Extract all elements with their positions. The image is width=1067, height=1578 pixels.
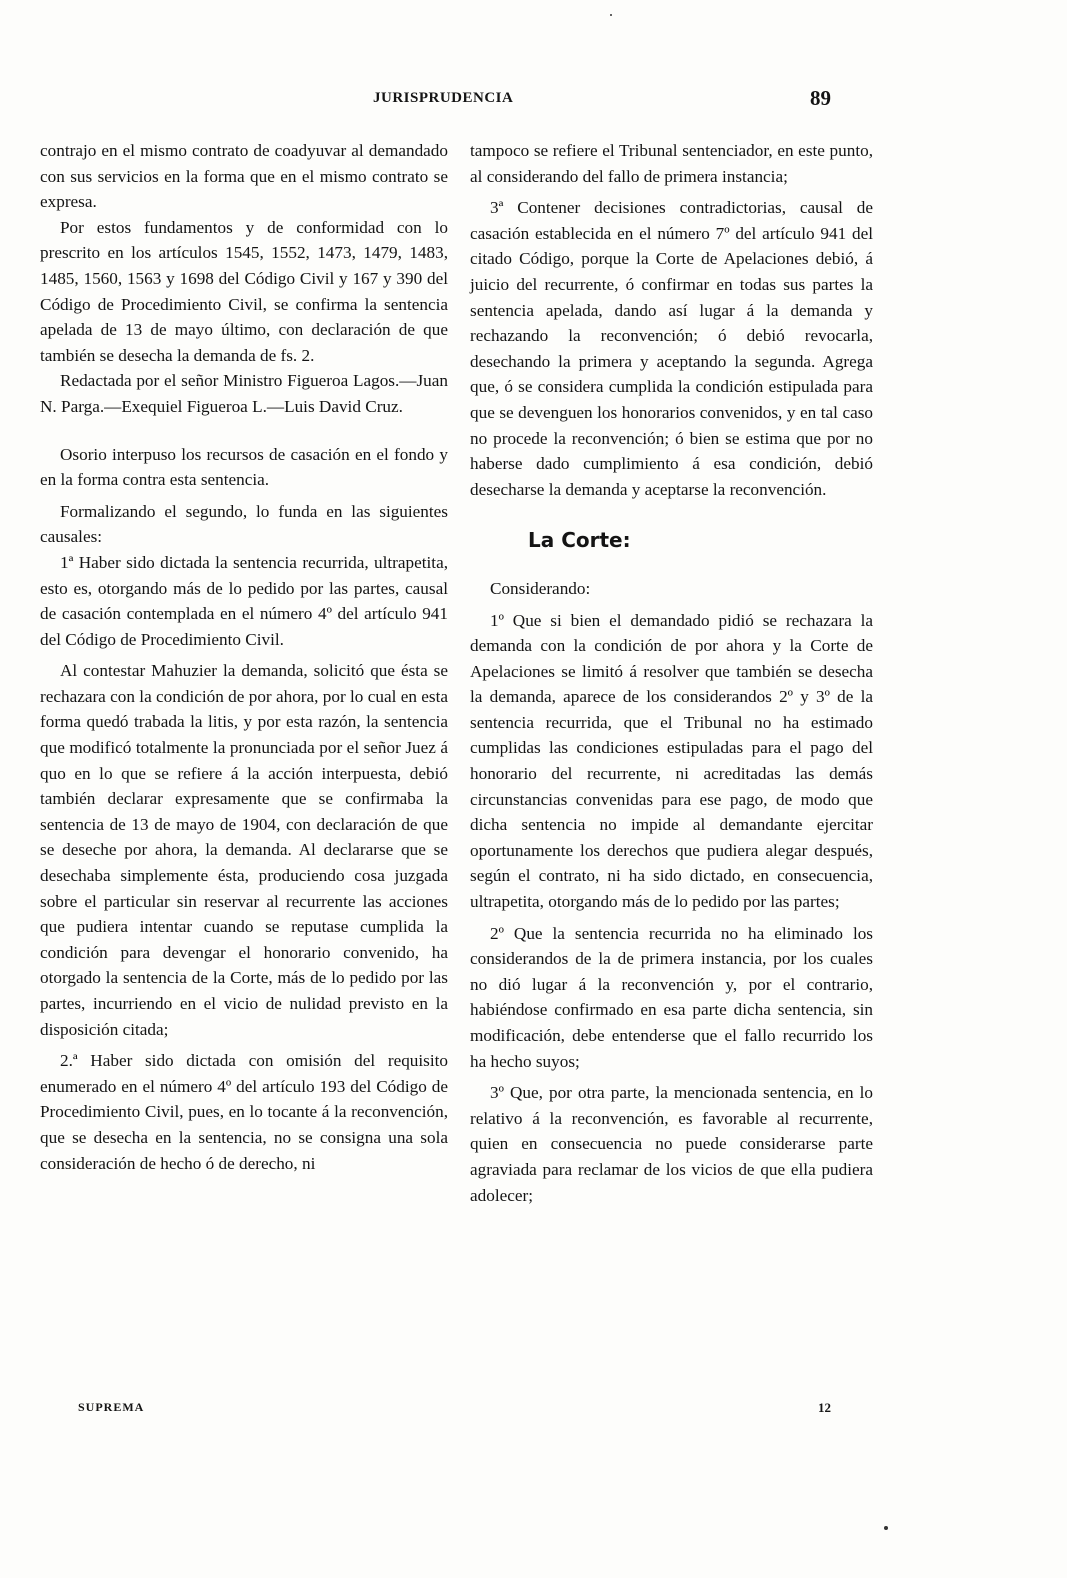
sheet-number: 12 bbox=[818, 1400, 831, 1415]
paragraph: 2º Que la sentencia recurrida no ha eliminado los considerandos de la de primera instancia, por los cuales no dió lugar á la reconvención y, por el contrario, habiéndose confirmado en esa parte dicha sentencia, sin modificación, debe entenderse que el fallo recurrido los ha hecho suyos; bbox=[470, 923, 873, 1071]
paragraph: Por estos fundamentos y de conformidad con lo prescrito en los artículos 1545, 1552, 1473, 1479, 1483, 1485, 1560, 1563 y 1698 del Código Civil y 167 y 390 del Código de Procedimiento Civil, se confirma la sentencia apelada de 13 de mayo último, con declaración de que también se desecha la demanda de fs. 2. bbox=[40, 217, 448, 365]
left-column bbox=[40, 138, 448, 1176]
considerando-label: Considerando: bbox=[490, 578, 591, 598]
page-number: 89 bbox=[810, 86, 831, 110]
paragraph: 3ª Contener decisiones contradictorias, causal de casación establecida en el número 7º del artículo 941 del citado Código, porque la Corte de Apelaciones debió, á juicio del recurrente, ó confirmar en todas sus partes la sentencia apelada, dando así lugar á la demanda y rechazando la reconvención; ó debió revocarla, desechando la primera y aceptando la segunda. Agrega que, ó se considera cumplida la condición estipulada para que se devenguen los honorarios convenidos, y en tal caso no procede la reconvención; ó bien se estima que por no haberse dado cumplimiento á esa condición, debió desecharse la demanda y aceptarse la reconvención. bbox=[470, 198, 873, 499]
paragraph: Osorio interpuso los recursos de casación en el fondo y en la forma contra esta sentencia. bbox=[40, 444, 448, 490]
paragraph: 2.ª Haber sido dictada con omisión del requisito enumerado en el número 4º del artículo 193 del Código de Procedimiento Civil, pues, en lo tocante á la reconvención, que se desecha en la sentencia, no se consigna una sola consideración de hecho ó de derecho, ni bbox=[40, 1051, 448, 1173]
paragraph: contrajo en el mismo contrato de coadyuvar al demandado con sus servicios en la forma que en el mismo contrato se expresa. bbox=[40, 141, 448, 212]
paragraph: tampoco se refiere el Tribunal sentenciador, en este punto, al considerando del fallo de primera instancia; bbox=[470, 141, 873, 186]
print-speck bbox=[610, 14, 612, 16]
signature-paragraph: Redactada por el señor Ministro Figueroa Lagos.—Juan N. Parga.—Exequiel Figueroa L.—Luis David Cruz. bbox=[40, 371, 448, 416]
paragraph: 1ª Haber sido dictada la sentencia recurrida, ultrapetita, esto es, otorgando más de lo pedido por las partes, causal de casación contemplada en el número 4º del artículo 941 del Código de Procedimiento Civil. bbox=[40, 552, 448, 649]
print-speck bbox=[884, 1526, 888, 1530]
running-header: JURISPRUDENCIA bbox=[373, 90, 514, 106]
paragraph: 1º Que si bien el demandado pidió se rechazara la demanda con la condición de por ahora y la Corte de Apelaciones se limitó á resolver que también se desecha la demanda, aparece de los considerandos 2º y 3º de la sentencia recurrida, que el Tribunal no ha estimado cumplidas las condiciones estipuladas para el pago del honorario del recurrente, ni acreditadas las demás circunstancias convenidas para ese pago, de modo que dicha sentencia no impide al demandante ejercitar oportunamente los derechos que pudiera alegar después, según el contrato, ni ha sido dictado, en consecuencia, ultrapetita, otorgando más de lo pedido por las partes; bbox=[470, 610, 873, 912]
printer-signature: SUPREMA bbox=[78, 1400, 145, 1414]
paragraph: 3º Que, por otra parte, la mencionada sentencia, en lo relativo á la reconvención, es favorable al recurrente, quien en consecuencia no puede considerarse parte agraviada para reclamar de los vicios de que ella pudiera adolecer; bbox=[470, 1083, 873, 1205]
paragraph: Al contestar Mahuzier la demanda, solicitó que ésta se rechazara con la condición de por ahora, por lo cual en esta forma quedó trabada la litis, y por esta razón, la sentencia que modificó totalmente la pronunciada por el señor Juez á quo en lo que se refiere á la acción interpuesta, debió también declarar expresamente que se confirmaba la sentencia de 13 de mayo de 1904, con declaración de que se deseche por ahora, la demanda. Al declararse que se desechaba simplemente ésta, produciendo cosa juzgada sobre el particular sin reservar al recurrente las acciones que pudiera intentar cuando se reputase cumplida la condición para devengar el honorario convenido, ha otorgado la sentencia de la Corte, más de lo pedido por las partes, incurriendo en el vicio de nulidad previsto en la disposición citada; bbox=[40, 661, 448, 1039]
section-heading: La Corte: bbox=[528, 528, 631, 553]
right-column bbox=[470, 138, 873, 1208]
paragraph: Formalizando el segundo, lo funda en las siguientes causales: bbox=[40, 501, 448, 547]
